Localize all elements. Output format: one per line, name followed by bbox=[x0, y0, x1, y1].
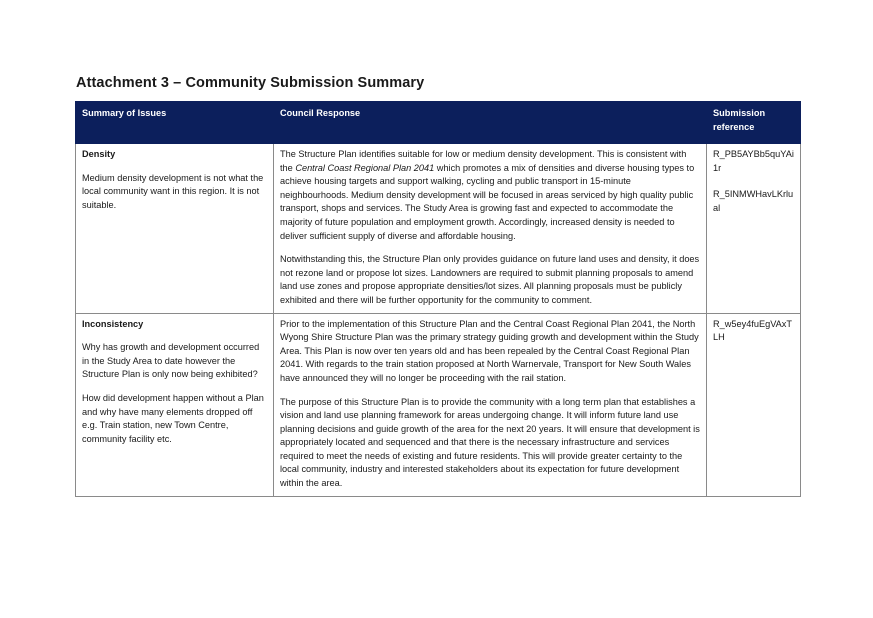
response-paragraph: Notwithstanding this, the Structure Plan only provides guidance on future land uses and density, it does not rezone land or propose lot sizes. Landowners are required to submit planning proposals to amend land use zones and propose appropriate densities/lot sizes. All planning proposals must be publicly exhibited and there will be further opportunity for the community to comment. bbox=[280, 254, 700, 305]
page-title: Attachment 3 – Community Submission Summary bbox=[76, 75, 425, 91]
header-submission-reference: Submission reference bbox=[707, 102, 801, 144]
issue-text: Why has growth and development occurred in the Study Area to date however the Structure Plan is only now being exhibited? bbox=[82, 342, 260, 380]
issue-title: Inconsistency bbox=[82, 318, 144, 329]
table-row bbox=[76, 144, 801, 314]
header-council-response: Council Response bbox=[274, 102, 707, 144]
header-summary-of-issues: Summary of Issues bbox=[76, 102, 274, 144]
issue-text: How did development happen without a Plan and why have many elements dropped off e.g. Train station, new Town Centre, community facility etc. bbox=[82, 392, 264, 444]
table-header-row bbox=[76, 102, 801, 144]
table-row bbox=[76, 313, 801, 496]
submission-reference: R_PB5AYBb5quYAi1r bbox=[713, 149, 794, 173]
issue-cell bbox=[76, 144, 274, 314]
submission-reference: R_5INMWHavLKrlual bbox=[713, 189, 794, 213]
plan-title-italic: Central Coast Regional Plan 2041 bbox=[295, 162, 435, 173]
response-paragraph: The purpose of this Structure Plan is to provide the community with a long term plan that establishes a vision and land use planning framework for areas undergoing change. It will inform future land use planning decisions and guide growth of the area for the next 20 years. It will ensure that development is appropriately located and sequenced and that there is the necessary infrastructure and services required to meet the needs of existing and future residents. This will provide greater certainty to the local community, industry and interested stakeholders about its expectation for future development within the area. bbox=[280, 396, 700, 489]
submission-reference: R_w5ey4fuEgVAxTLH bbox=[713, 318, 792, 343]
reference-cell bbox=[707, 144, 801, 314]
response-cell bbox=[274, 144, 707, 314]
issue-text: Medium density development is not what the local community want in this region. It is not suitable. bbox=[82, 172, 264, 210]
issue-title: Density bbox=[82, 149, 116, 159]
response-paragraph: Prior to the implementation of this Structure Plan and the Central Coast Regional Plan 2041, the North Wyong Shire Structure Plan was the primary strategy guiding growth and development within the Study Area. This Plan is now over ten years old and has been repealed by the Central Coast Regional Plan 2041. With regards to the train station proposed at North Warnervale, Transport for New South Wales have announced they will no longer be proceeding with the rail station. bbox=[280, 318, 699, 383]
issue-cell bbox=[76, 313, 274, 496]
response-cell bbox=[274, 313, 707, 496]
submission-summary-table bbox=[75, 101, 801, 497]
reference-cell bbox=[707, 313, 801, 496]
response-paragraph: The Structure Plan identifies suitable for low or medium density development. This is consistent with the Central Coast Regional Plan 2041 which promotes a mix of densities and diverse housing types to achieve housing targets and support walking, cycling and public transport in 15-minute neighbourhoods. Medium density development will be focused in areas serviced by high quality public transport, shops and services. The Study Area is growing fast and expected to accommodate the majority of future population and employment growth. Accordingly, increased density is needed to deliver sufficient supply of diverse and affordable housing. bbox=[280, 149, 695, 241]
